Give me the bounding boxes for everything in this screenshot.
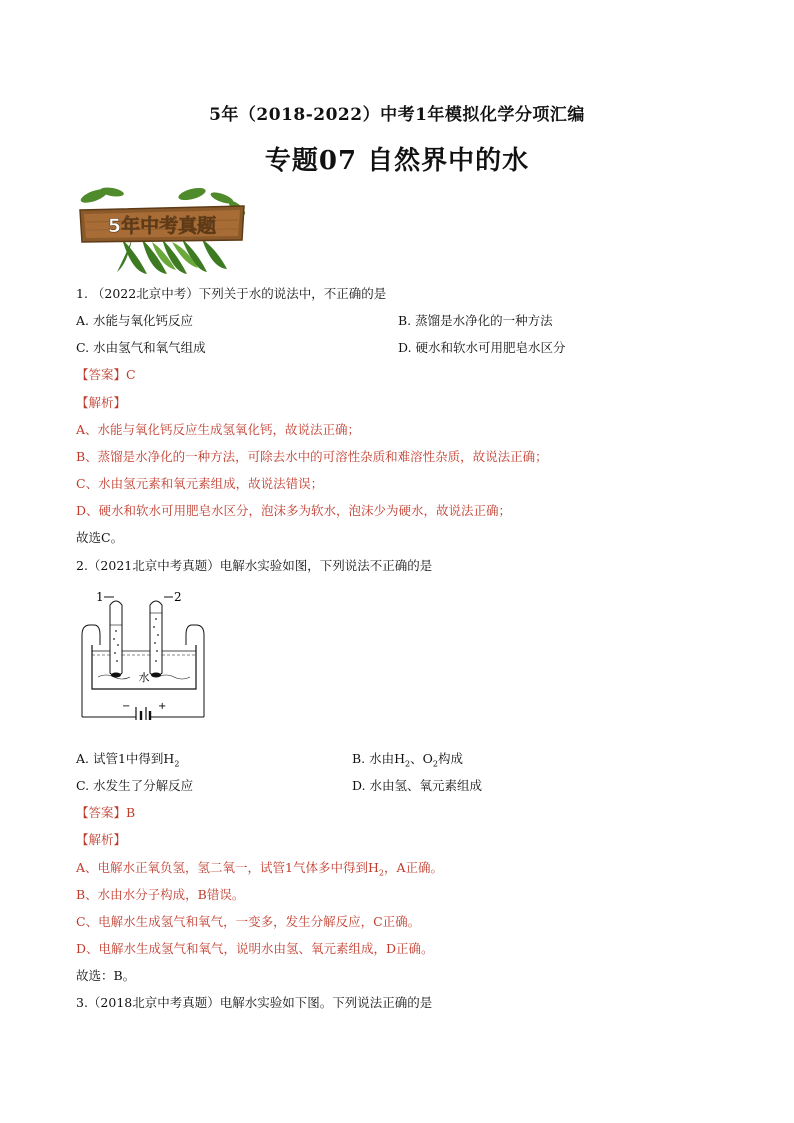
document-subtitle: 5年（2018-2022）中考1年模拟化学分项汇编: [209, 105, 585, 125]
q1-answer-label: 【答案】: [76, 367, 127, 382]
negative-terminal: −: [122, 701, 131, 712]
q2-conclusion: 故选：B。: [76, 968, 136, 983]
q2-analysis-c: C、电解水生成氢气和氧气，一变多，发生分解反应，C正确。: [76, 914, 421, 929]
q2-answer-row: [76, 805, 135, 821]
q1-option-b: B. 蒸馏是水净化的一种方法: [398, 313, 553, 328]
q1-analysis-a: A、水能与氧化钙反应生成氢氧化钙，故说法正确；: [76, 422, 361, 437]
q2-option-a: A. 试管1中得到$H_2$: [76, 751, 180, 769]
q1-answer-value: C: [126, 367, 136, 382]
q1-analysis-c: C、水由氢元素和氧元素组成，故说法错误；: [76, 476, 324, 491]
q2-analysis-b: B、水由水分子构成，B错误。: [76, 887, 245, 902]
q2-analysis-d: D、电解水生成氢气和氧气，说明水由氢、氧元素组成，D正确。: [76, 941, 434, 956]
banner-graphic: [72, 184, 252, 274]
document-title: 专题07 自然界中的水: [264, 146, 530, 176]
tube-1-label: 1: [96, 590, 104, 604]
q2-answer-label: 【答案】: [76, 805, 127, 820]
q1-analysis-b: B、蒸馏是水净化的一种方法，可除去水中的可溶性杂质和难溶性杂质，故说法正确；: [76, 449, 548, 464]
leaf-decoration-bottom: [117, 239, 227, 274]
q2-option-d: D. 水由氢、氧元素组成: [352, 778, 483, 793]
q3-stem: 3.（2018北京中考真题）电解水实验如下图。下列说法正确的是: [76, 995, 433, 1010]
electrolysis-diagram: [78, 585, 208, 720]
tube-2-label: 2: [174, 590, 182, 604]
q1-option-c: C. 水由氢气和氧气组成: [76, 340, 206, 355]
q1-option-d: D. 硬水和软水可用肥皂水区分: [398, 340, 566, 355]
positive-terminal: +: [158, 701, 167, 712]
q1-option-a: A. 水能与氧化钙反应: [76, 313, 193, 328]
q1-answer-row: [76, 367, 136, 383]
section-banner: [72, 184, 252, 274]
q2-option-c: C. 水发生了分解反应: [76, 778, 194, 793]
q2-option-b: B. 水由$H_2$、$O_2$构成: [352, 751, 463, 769]
q2-stem: 2.（2021北京中考真题）电解水实验如图，下列说法不正确的是: [76, 558, 433, 573]
q2-answer-value: B: [126, 805, 136, 820]
banner-text: 5年中考真题: [107, 215, 217, 237]
q2-analysis-label: 【解析】: [76, 832, 127, 847]
water-label: 水: [138, 671, 150, 684]
q1-analysis-label: 【解析】: [76, 395, 127, 410]
q1-analysis-d: D、硬水和软水可用肥皂水区分，泡沫多为软水，泡沫少为硬水，故说法正确；: [76, 503, 512, 518]
q1-stem: 1. （2022北京中考）下列关于水的说法中，不正确的是: [76, 286, 387, 301]
q2-analysis-a: A、电解水正氧负氢，氢二氧一，试管1气体多中得到$H_2$，A正确。: [76, 860, 444, 878]
q1-conclusion: 故选C。: [76, 530, 124, 545]
